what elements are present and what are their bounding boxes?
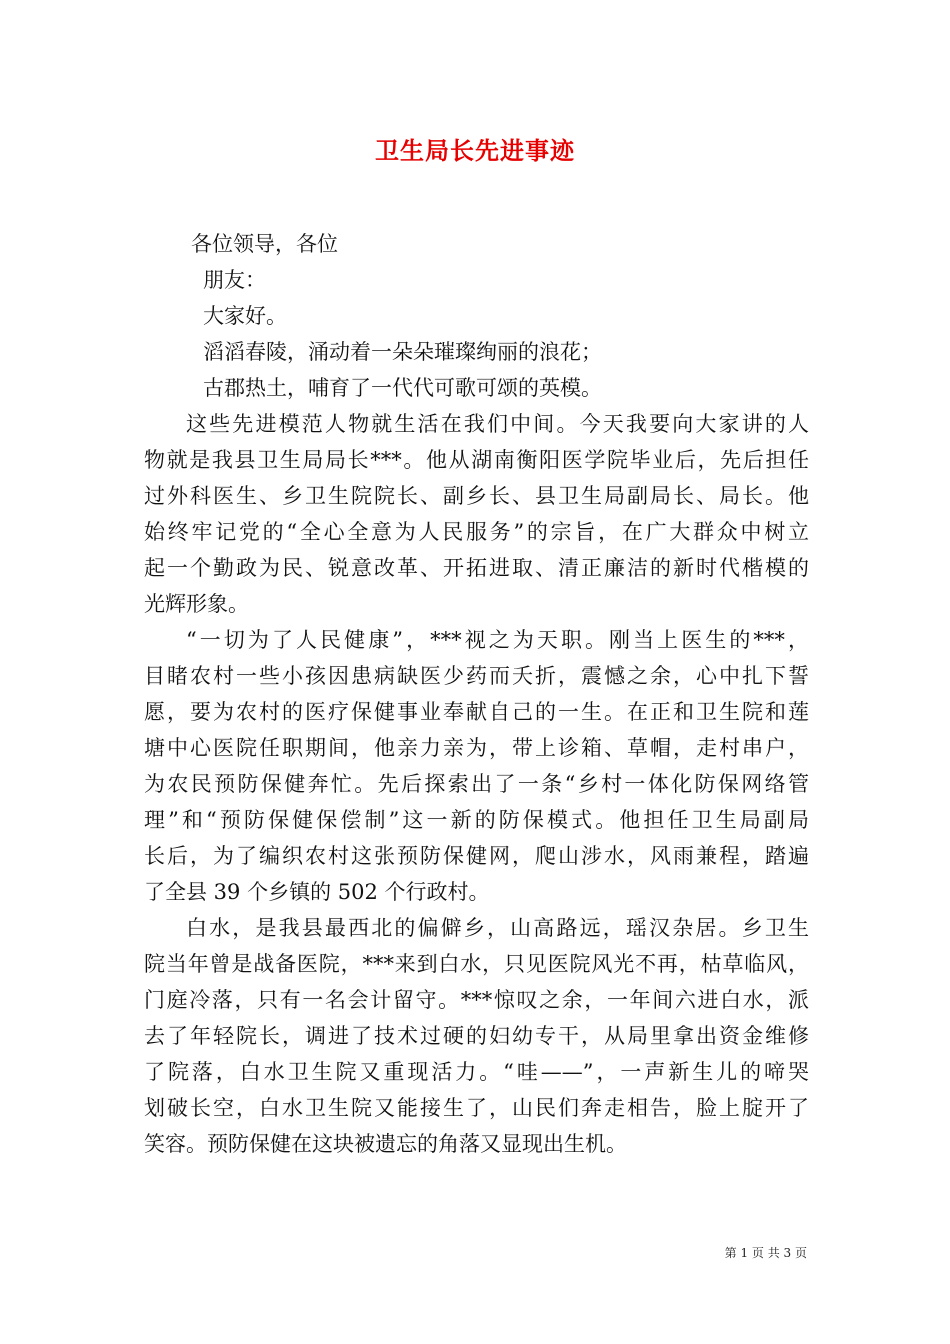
body-line: 物就是我县卫生局局长***。他从湖南衡阳医学院毕业后，先后担任 (144, 448, 809, 472)
body-line: 院当年曾是战备医院，***来到白水，只见医院风光不再，枯草临风， (144, 952, 809, 976)
body-line: 笑容。预防保健在这块被遗忘的角落又显现出生机。 (144, 1132, 627, 1156)
page-number: 第 1 页 共 3 页 (724, 1246, 807, 1260)
body-line: 愿，要为农村的医疗保健事业奉献自己的一生。在正和卫生院和莲 (144, 700, 809, 724)
body-line: 滔滔春陵，涌动着一朵朵璀璨绚丽的浪花； (203, 340, 602, 364)
body-line: 为农民预防保健奔忙。先后探索出了一条“乡村一体化防保网络管 (144, 772, 809, 796)
body-line: 古郡热土，哺育了一代代可歌可颂的英模。 (203, 376, 602, 400)
body-line: 这些先进模范人物就生活在我们中间。今天我要向大家讲的人 (186, 412, 809, 436)
body-line: “一切为了人民健康”，***视之为天职。刚当上医生的***， (186, 628, 809, 652)
document-body (144, 226, 809, 1162)
body-line: 大家好。 (203, 304, 287, 328)
body-line: 各位领导，各位 (191, 232, 338, 256)
document-title: 卫生局长先进事迹 (375, 136, 575, 165)
body-line: 朋友： (203, 268, 266, 292)
body-line: 过外科医生、乡卫生院院长、副乡长、县卫生局副局长、局长。他 (144, 484, 809, 508)
body-line: 长后，为了编织农村这张预防保健网，爬山涉水，风雨兼程，踏遍 (144, 844, 809, 868)
body-line: 门庭冷落，只有一名会计留守。***惊叹之余，一年间六进白水，派 (144, 988, 809, 1012)
body-line: 去了年轻院长，调进了技术过硬的妇幼专干，从局里拿出资金维修 (144, 1024, 809, 1048)
body-line: 划破长空，白水卫生院又能接生了，山民们奔走相告，脸上腚开了 (144, 1096, 809, 1120)
body-line: 白水，是我县最西北的偏僻乡，山高路远，瑶汉杂居。乡卫生 (186, 916, 809, 940)
body-line: 始终牢记党的“全心全意为人民服务”的宗旨，在广大群众中树立 (144, 520, 809, 544)
body-line: 塘中心医院任职期间，他亲力亲为，带上诊箱、草帽，走村串户， (144, 736, 809, 760)
body-line: 目睹农村一些小孩因患病缺医少药而夭折，震憾之余，心中扎下誓 (144, 664, 809, 688)
body-line: 起一个勤政为民、锐意改革、开拓进取、清正廉洁的新时代楷模的 (144, 556, 809, 580)
body-line: 了全县 39 个乡镇的 502 个行政村。 (144, 880, 490, 904)
body-line: 理”和“预防保健保偿制”这一新的防保模式。他担任卫生局副局 (144, 808, 809, 832)
body-line: 了院落，白水卫生院又重现活力。“哇——”，一声新生儿的啼哭 (144, 1060, 809, 1084)
body-line: 光辉形象。 (144, 592, 249, 616)
